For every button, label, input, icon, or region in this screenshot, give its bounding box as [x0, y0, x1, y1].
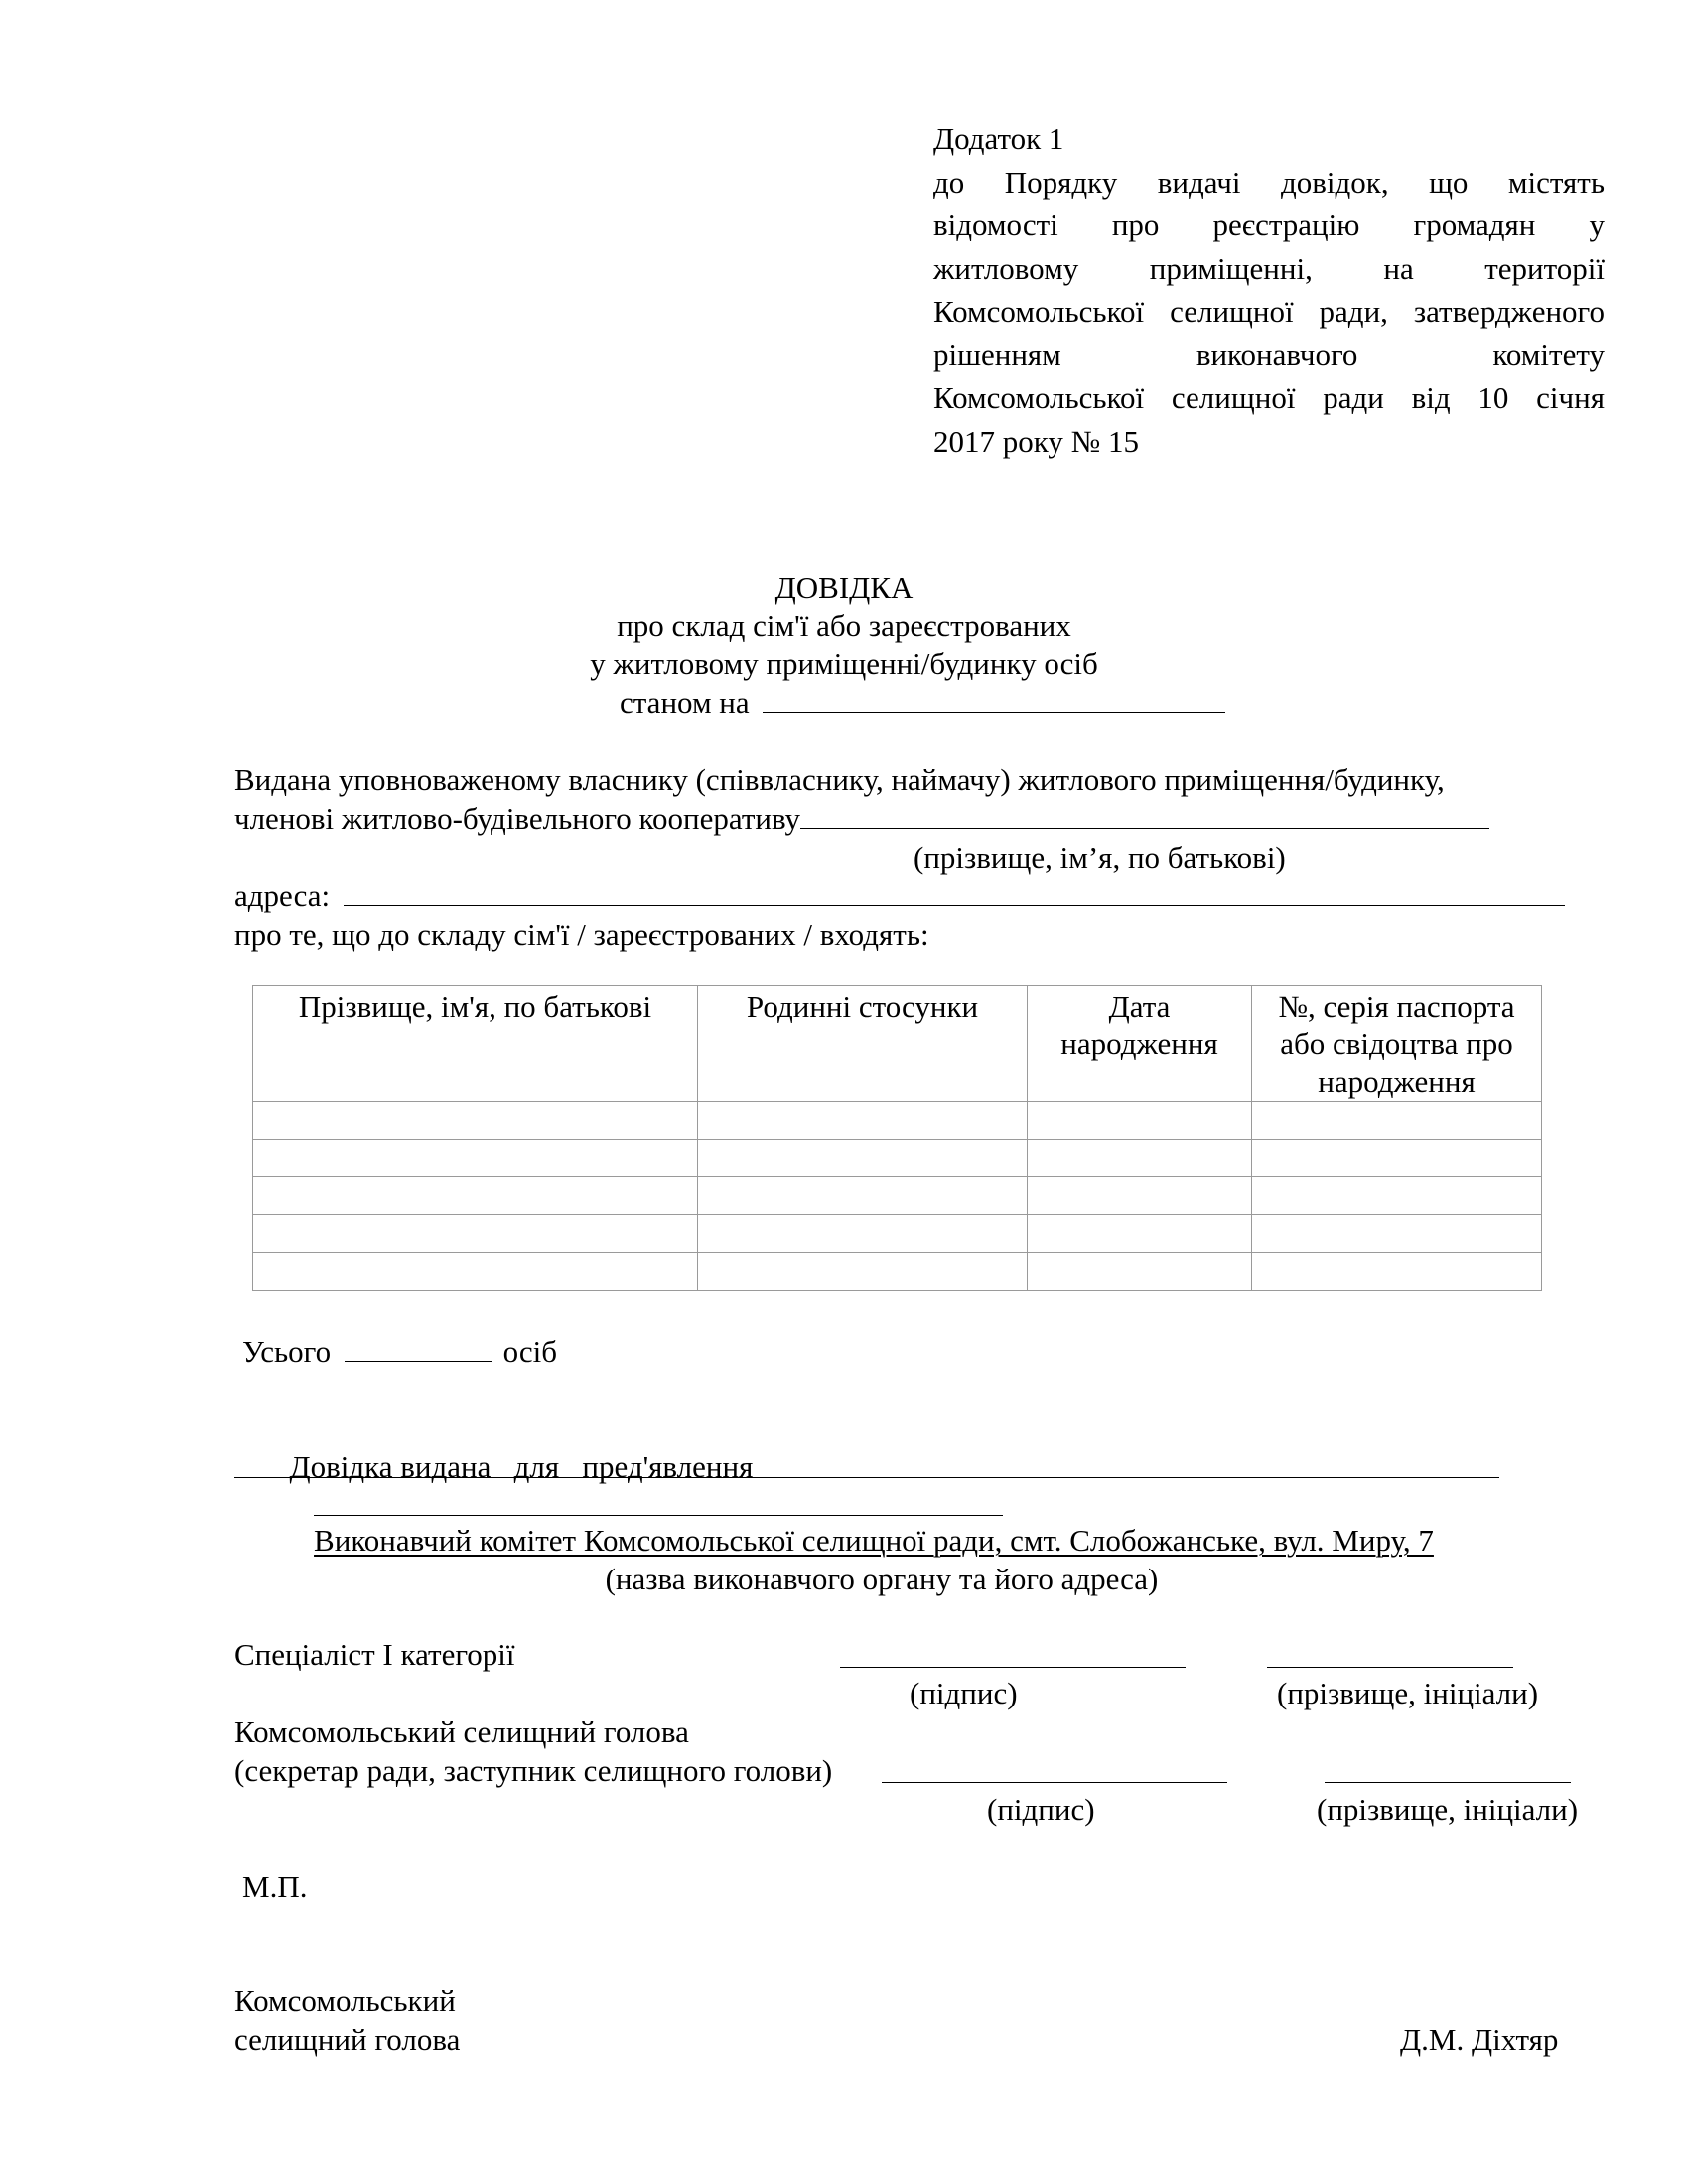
table-cell[interactable]: [1028, 1177, 1252, 1215]
table-cell[interactable]: [253, 1140, 698, 1177]
header-document-number: №, серія паспорта або свідоцтва про народження: [1252, 986, 1542, 1102]
annex-line: відомості про реєстрацію громадян у: [933, 207, 1605, 242]
annex-block: [933, 117, 1605, 463]
address-label: адреса:: [234, 879, 331, 913]
annex-line: Додаток 1: [933, 121, 1064, 156]
org-hint: (назва виконавчого органу та його адреса): [605, 1562, 1159, 1596]
table-cell[interactable]: [1252, 1177, 1542, 1215]
annex-line: Комсомольської селищної ради від 10 січня: [933, 380, 1605, 415]
table-cell[interactable]: [1028, 1215, 1252, 1253]
table-cell[interactable]: [1252, 1253, 1542, 1291]
head-label-line-1: Комсомольський селищний голова: [234, 1714, 689, 1749]
table-cell[interactable]: [253, 1253, 698, 1291]
table-cell[interactable]: [253, 1215, 698, 1253]
as-of-date-field[interactable]: [763, 684, 1225, 713]
issued-to-line-2: членові житлово-будівельного кооперативу: [234, 801, 801, 836]
table-header-row: [253, 986, 1542, 1102]
presented-to-field[interactable]: [314, 1487, 1003, 1516]
family-table: [252, 985, 1542, 1291]
specialist-signature-field[interactable]: [840, 1667, 1186, 1668]
total-unit: осіб: [502, 1334, 557, 1369]
table-cell[interactable]: [1028, 1102, 1252, 1140]
title-subline-2: у житловому приміщенні/будинку осіб: [590, 646, 1098, 681]
footer-title-line-2: селищний голова: [234, 2022, 461, 2057]
table-cell[interactable]: [698, 1253, 1028, 1291]
composition-text: про те, що до складу сім'ї / зареєстрованих / входять:: [234, 917, 929, 952]
table-cell[interactable]: [253, 1177, 698, 1215]
presented-label: Довідка видана для пред'явлення: [289, 1448, 754, 1484]
footer-title-line-1: Комсомольський: [234, 1983, 456, 2018]
name-hint: (прізвище, ім’я, по батькові): [914, 840, 1286, 875]
total-row: [242, 1333, 557, 1372]
total-count-field[interactable]: [345, 1333, 492, 1362]
header-birth-date: Дата народження: [1028, 986, 1252, 1102]
table-cell[interactable]: [698, 1102, 1028, 1140]
annex-line: житловому приміщенні, на території: [933, 250, 1605, 286]
head-signature-field[interactable]: [882, 1782, 1227, 1783]
org-name: Виконавчий комітет Комсомольської селищної ради, смт. Слобожанське, вул. Миру, 7: [314, 1523, 1434, 1558]
annex-line: 2017 року № 15: [933, 423, 1139, 459]
table-cell[interactable]: [1028, 1253, 1252, 1291]
annex-line: до Порядку видачі довідок, що містять: [933, 164, 1605, 200]
table-row: [253, 1177, 1542, 1215]
stamp-place: М.П.: [242, 1869, 308, 1904]
document-title: ДОВІДКА: [774, 570, 914, 605]
head-label-line-2: (секретар ради, заступник селищного голови): [234, 1753, 833, 1788]
header-relationship: Родинні стосунки: [698, 986, 1028, 1102]
owner-name-field[interactable]: [800, 800, 1489, 829]
issued-to-row: [234, 800, 1489, 839]
total-label: Усього: [242, 1334, 332, 1369]
table-cell[interactable]: [698, 1177, 1028, 1215]
specialist-label: Спеціаліст І категорії: [234, 1637, 515, 1672]
table-cell[interactable]: [1252, 1215, 1542, 1253]
address-field[interactable]: [344, 878, 1565, 906]
title-subline-1: про склад сім'ї або зареєстрованих: [617, 609, 1071, 643]
table-cell[interactable]: [698, 1215, 1028, 1253]
table-row: [253, 1140, 1542, 1177]
head-name-hint: (прізвище, ініціали): [1317, 1792, 1579, 1827]
specialist-signature-hint: (підпис): [910, 1676, 1018, 1710]
issued-to-line-1: Видана уповноваженому власнику (співвласнику, наймачу) житлового приміщення/будинку,: [234, 762, 1445, 797]
address-row: [234, 878, 1565, 916]
as-of-row: [620, 684, 1225, 723]
table-row: [253, 1102, 1542, 1140]
annex-line: рішенням виконавчого комітету: [933, 337, 1605, 372]
table-row: [253, 1253, 1542, 1291]
table-row: [253, 1215, 1542, 1253]
presented-row: [274, 1410, 1003, 1525]
table-cell[interactable]: [253, 1102, 698, 1140]
specialist-name-field[interactable]: [1267, 1667, 1513, 1668]
table-cell[interactable]: [698, 1140, 1028, 1177]
head-name-field[interactable]: [1325, 1782, 1571, 1783]
annex-line: Комсомольської селищної ради, затвердженого: [933, 294, 1605, 329]
as-of-label: станом на: [620, 685, 750, 720]
footer-signer: Д.М. Діхтяр: [1400, 2022, 1559, 2057]
header-full-name: Прізвище, ім'я, по батькові: [253, 986, 698, 1102]
specialist-name-hint: (прізвище, ініціали): [1277, 1676, 1539, 1710]
table-cell[interactable]: [1252, 1102, 1542, 1140]
table-cell[interactable]: [1028, 1140, 1252, 1177]
presented-continuation-line[interactable]: [234, 1477, 1499, 1478]
table-cell[interactable]: [1252, 1140, 1542, 1177]
head-signature-hint: (підпис): [987, 1792, 1095, 1827]
